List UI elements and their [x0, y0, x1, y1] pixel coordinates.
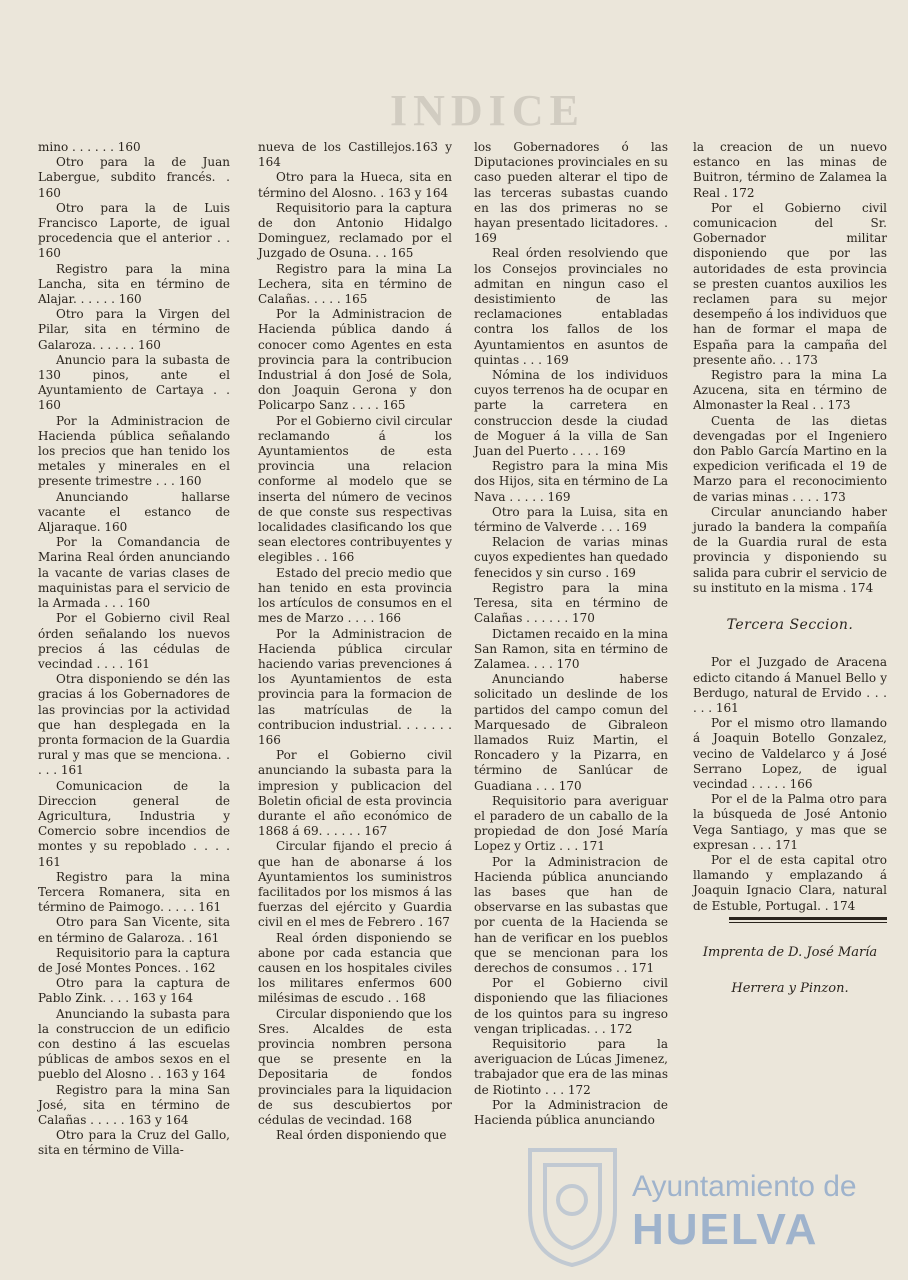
imprint — [690, 935, 890, 1007]
index-entry: Anunciando haberse solicitado un deslinde de los partidos del campo comun del Marquesado de Gibraleon llamados Ruiz Martin, el Roncadero y la Pizarra, en término de Sanlúcar de Guadiana . . . 170 — [474, 672, 668, 793]
index-entry: Otro para la Luisa, sita en término de Valverde . . . 169 — [474, 504, 668, 535]
index-entry: Real órden disponiendo que — [276, 1128, 447, 1143]
index-entry: Por la Administracion de Hacienda pública dando á conocer como Agentes en esta provincia para la contribucion Industrial á don José de Sola, don Joaquin Gerona y don Policarpo Sanz . . . . 165 — [258, 307, 452, 413]
index-entry: Real órden disponiendo se abone por cada estancia que causen en los hospitales civiles los militares enfermos 600 milésimas de escudo . . 168 — [258, 930, 452, 1006]
imprint-line-1: Imprenta de D. José María — [702, 945, 878, 960]
index-entry: Otro para la de Juan Labergue, subdito francés. . 160 — [38, 155, 230, 200]
index-entry: Comunicacion de la Direccion general de Agricultura, Industria y Comercio sobre incendios de montes y su repoblado . . . . 161 — [38, 778, 230, 869]
index-entry: Otro para San Vicente, sita en término de Galaroza. . 161 — [38, 915, 230, 945]
index-entry: nueva de los Castillejos.163 y 164 — [258, 140, 452, 170]
index-entry: Por el Juzgado de Aracena edicto citando á Manuel Bello y Berdugo, natural de Ervido . . . . . . 161 — [693, 655, 887, 715]
index-entry: Circular anunciando haber jurado la bandera la compañía de la Guardia rural de esta provincia y disponiendo su salida para cubrir el servicio de su instituto en la misma . 174 — [693, 504, 887, 595]
index-entry: mino . . . . . . 160 — [38, 140, 141, 154]
index-entry: Registro para la mina La Lechera, sita en término de Calañas. . . . . 165 — [258, 261, 452, 307]
index-entry: Por el Gobierno civil anunciando la subasta para la impresion y publicacion del Boletin oficial de esta provincia durante el año económico de 1868 á 69. . . . . . 167 — [258, 748, 452, 839]
index-entry: Por el Gobierno civil Real órden señalando los nuevos precios á las cédulas de vecindad . . . . 161 — [38, 611, 230, 671]
index-entry: los Gobernadores ó las Diputaciones provinciales en su caso pueden alterar el tipo de las terceras subastas cuando en las dos primeras no se hayan presentado licitadores. . 169 — [474, 140, 668, 246]
index-entry: Otro para la Cruz del Gallo, sita en término de Villa- — [38, 1128, 230, 1158]
index-entry: Requisitorio para la captura de don Antonio Hidalgo Dominguez, reclamado por el Juzgado de Osuna. . . 165 — [258, 200, 452, 261]
index-entry: Por el de la Palma otro para la búsqueda de José Antonio Vega Santiago, y mas que se expresan . . . 171 — [693, 792, 887, 852]
index-entry: Circular disponiendo que los Sres. Alcaldes de esta provincia nombren persona que se presente en la Depositaria de fondos provinciales para la liquidacion de sus descubiertos por cédulas de vecindad. 168 — [258, 1006, 452, 1127]
index-entry: Anunciando la subasta para la construccion de un edificio con destino á las escuelas públicas de ambos sexos en el pueblo del Alosno . . 163 y 164 — [38, 1006, 230, 1082]
index-entry: Nómina de los individuos cuyos terrenos ha de ocupar en parte la carretera en construccion desde la ciudad de Moguer á la villa de San Juan del Puerto . . . . 169 — [474, 368, 668, 459]
index-entry: Circular fijando el precio á que han de abonarse á los Ayuntamientos los suministros facilitados por los mismos á las fuerzas del ejército y Guardia civil en el mes de Febrero . 167 — [258, 839, 452, 930]
divider-rule — [729, 917, 887, 920]
section-heading: Tercera Seccion. — [726, 617, 854, 634]
index-column-3 — [474, 140, 668, 1128]
index-entry: Otro para la de Luis Francisco Laporte, de igual procedencia que el anterior . . 160 — [38, 200, 230, 261]
index-entry: Registro para la mina Lancha, sita en término de Alajar. . . . . . 160 — [38, 261, 230, 307]
watermark-line-2: HUELVA — [632, 1205, 819, 1254]
index-entry: Real órden resolviendo que los Consejos provinciales no admitan en ningun caso el desistimiento de las reclamaciones entabladas contra los fallos de los Ayuntamientos en asuntos de quintas . . . 169 — [474, 246, 668, 367]
index-entry: Otro para la Hueca, sita en término del Alosno. . 163 y 164 — [258, 170, 452, 200]
index-entry: Por el Gobierno civil circular reclamando á los Ayuntamientos de esta provincia una relacion conforme al modelo que se inserta del número de vecinos de que conste sus respectivas localidades clasificando los que sean electores contribuyentes y elegibles . . 166 — [258, 413, 452, 565]
index-entry: Por la Administracion de Hacienda pública circular haciendo varias prevenciones á los Ayuntamientos de esta provincia para la formacion de las matrículas de la contribucion industrial. . . . . . . 166 — [258, 626, 452, 747]
index-entry: Por el mismo otro llamando á Joaquin Botello Gonzalez, vecino de Valdelarco y á José Serrano Lopez, de igual vecindad . . . . . 166 — [693, 716, 887, 791]
watermark-line-1: Ayuntamiento de — [632, 1170, 857, 1203]
index-entry: Por la Administracion de Hacienda pública señalando los precios que han tenido los metales y minerales en el presente trimestre . . . 160 — [38, 413, 230, 489]
index-entry: Registro para la mina La Azucena, sita en término de Almonaster la Real . . 173 — [693, 368, 887, 413]
ghost-title: INDICE — [390, 86, 585, 135]
index-entry: Requisitorio para averiguar el paradero de un caballo de la propiedad de don José María Lopez y Ortiz . . . 171 — [474, 793, 668, 854]
index-column-4 — [693, 140, 887, 914]
index-entry: Por el de esta capital otro llamando y emplazando á Joaquin Ignacio Clara, natural de Estuble, Portugal. . 174 — [693, 852, 887, 913]
index-entry: Relacion de varias minas cuyos expedientes han quedado fenecidos y sin curso . 169 — [474, 535, 669, 580]
index-entry: Otro para la captura de Pablo Zink. . . . 163 y 164 — [38, 976, 230, 1006]
index-entry: Por la Administracion de Hacienda pública anunciando las bases que han de observarse en las subastas que por cuenta de la Hacienda se han de verificar en los pueblos que se mencionan para los derechos de consumos . . 171 — [474, 854, 668, 975]
index-entry: Dictamen recaido en la mina San Ramon, sita en término de Zalamea. . . . 170 — [474, 626, 668, 671]
imprint-line-2: Herrera y Pinzon. — [731, 981, 849, 996]
index-entry: Por la Administracion de Hacienda pública anunciando — [474, 1097, 668, 1127]
index-entry: Registro para la mina Tercera Romanera, sita en término de Paimogo. . . . . 161 — [38, 869, 230, 915]
index-column-1 — [38, 140, 230, 1159]
index-column-2 — [258, 140, 452, 1143]
index-entry: la creacion de un nuevo estanco en las minas de Buitron, término de Zalamea la Real . 172 — [693, 140, 887, 200]
index-entry: Por la Comandancia de Marina Real órden anunciando la vacante de varias clases de maquinistas para el servicio de la Armada . . . 160 — [38, 535, 230, 611]
index-entry: Registro para la mina Mis dos Hijos, sita en término de La Nava . . . . . 169 — [474, 459, 668, 504]
divider-rule-thin — [729, 922, 887, 923]
index-entry: Requisitorio para la averiguacion de Lúcas Jimenez, trabajador que era de las minas de Riotinto . . . 172 — [474, 1036, 668, 1097]
index-entry: Cuenta de las dietas devengadas por el Ingeniero don Pablo García Martino en la expedicion verificada el 19 de Marzo para el reconocimiento de varias minas . . . . 173 — [693, 413, 887, 504]
index-entry: Por el Gobierno civil disponiendo que las filiaciones de los quintos para su ingreso vengan triplicadas. . . 172 — [474, 976, 668, 1036]
index-entry: Anunciando hallarse vacante el estanco de Aljaraque. 160 — [38, 489, 230, 535]
index-entry: Registro para la mina San José, sita en término de Calañas . . . . . 163 y 164 — [38, 1082, 230, 1127]
index-entry: Otro para la Virgen del Pilar, sita en término de Galaroza. . . . . . 160 — [38, 307, 230, 352]
index-entry: Otra disponiendo se dén las gracias á los Gobernadores de las provincias por la actividad que han desplegada en la pronta formacion de la Guardia rural y mas que se menciona. . . . . 161 — [38, 672, 230, 778]
index-entry: Por el Gobierno civil comunicacion del Sr. Gobernador militar disponiendo que por las autoridades de esta provincia se presten cuantos auxilios les reclamen para su mejor desempeño á los individuos que han de formar el mapa de España para la campaña del presente año. . . 173 — [693, 200, 887, 367]
index-entry: Estado del precio medio que han tenido en esta provincia los artículos de consumos en el mes de Marzo . . . . 166 — [258, 565, 452, 626]
index-entry: Registro para la mina Teresa, sita en término de Calañas . . . . . . 170 — [474, 580, 668, 626]
index-entry: Requisitorio para la captura de José Montes Ponces. . 162 — [38, 945, 230, 975]
index-entry: Anuncio para la subasta de 130 pinos, ante el Ayuntamiento de Cartaya . . 160 — [38, 352, 230, 413]
